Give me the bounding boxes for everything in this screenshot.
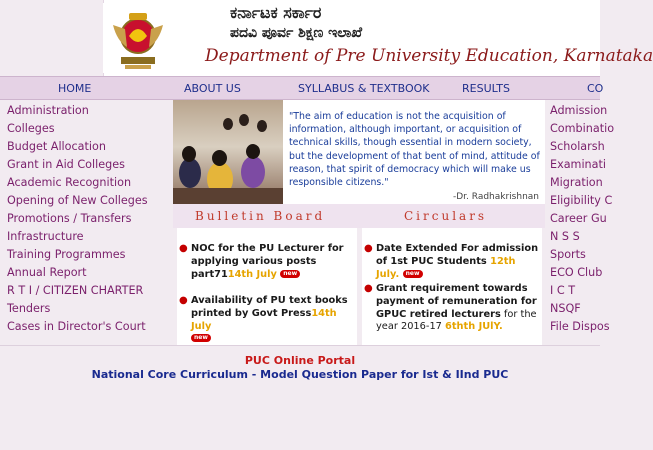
kannada-department-text: ಪದವಿ ಪೂರ್ವ ಶಿಕ್ಷಣ ಇಲಾಖೆ — [230, 25, 363, 41]
circular-item-text: Date Extended For admission of 1st PUC Students — [376, 243, 539, 267]
sidebar-item-directors-court[interactable]: Cases in Director's Court — [7, 320, 146, 333]
new-badge-icon: new — [191, 334, 211, 342]
sidebar-item-annual-report[interactable]: Annual Report — [7, 266, 87, 279]
bullet-icon: ● — [364, 283, 373, 294]
sidebar-item-combination[interactable]: Combinatio — [550, 122, 615, 135]
nav-syllabus-textbook[interactable]: SYLLABUS & TEXTBOOK — [298, 82, 430, 95]
nav-results[interactable]: RESULTS — [462, 82, 510, 95]
circular-item-date: 12th July. — [376, 255, 516, 280]
bulletin-board-header — [173, 204, 359, 228]
circulars-panel — [362, 228, 542, 345]
bullet-icon: ● — [364, 243, 373, 254]
bulletin-item[interactable] — [179, 243, 355, 281]
sidebar-item-training-programmes[interactable]: Training Programmes — [7, 248, 126, 261]
circular-item-text: Grant requirement towards payment of remuneration for GPUC retired lecturers — [376, 283, 537, 320]
sidebar-item-new-colleges[interactable]: Opening of New Colleges — [7, 194, 148, 207]
bulletin-board-panel — [177, 228, 357, 345]
right-sidebar — [545, 100, 615, 345]
sidebar-item-migration[interactable]: Migration — [550, 176, 603, 189]
sidebar-item-eco-club[interactable]: ECO Club — [550, 266, 603, 279]
circular-item-year: for the year 2016-17 — [376, 308, 537, 333]
nav-home[interactable]: HOME — [58, 82, 92, 95]
bulletin-item-text: Availability of PU text books printed by Govt Press — [191, 295, 348, 319]
sidebar-item-examination[interactable]: Examinati — [550, 158, 606, 171]
circular-item[interactable] — [364, 283, 540, 334]
quote-text: "The aim of education is not the acquisition of information, although important, or acquisition of technical skills, though essential in modern society, but the development of that bent of mind, attitude of reason, that spirit of democracy which will make us responsible citizens." — [289, 111, 540, 189]
bulletin-item-date: 14th July — [191, 307, 337, 332]
sidebar-item-administration[interactable]: Administration — [7, 104, 89, 117]
sidebar-item-eligibility[interactable]: Eligibility C — [550, 194, 613, 207]
department-title: Department of Pre University Education, Karnataka — [205, 46, 653, 66]
bulletin-board-title: Bulletin Board — [195, 209, 326, 223]
bulletin-item[interactable] — [179, 295, 355, 346]
sidebar-item-sports[interactable]: Sports — [550, 248, 586, 261]
quote-box — [283, 100, 545, 204]
nav-contact[interactable]: CO — [587, 82, 604, 95]
sidebar-item-ict[interactable]: I C T — [550, 284, 576, 297]
sidebar-item-infrastructure[interactable]: Infrastructure — [7, 230, 84, 243]
main-nav — [0, 76, 604, 100]
footer — [0, 345, 600, 450]
curriculum-link[interactable]: National Core Curriculum - Model Question Paper for Ist & IInd PUC — [91, 368, 509, 381]
classroom-photo — [173, 100, 283, 204]
sidebar-item-file-disposal[interactable]: File Dispos — [550, 320, 610, 333]
circulars-header — [359, 204, 545, 228]
puc-online-portal-link[interactable]: PUC Online Portal — [244, 354, 356, 367]
nav-about-us[interactable]: ABOUT US — [184, 82, 241, 95]
kannada-government-text: ಕರ್ನಾಟಕ ಸರ್ಕಾರ — [230, 3, 322, 22]
sidebar-item-admission[interactable]: Admission — [550, 104, 608, 117]
sidebar-item-academic-recognition[interactable]: Academic Recognition — [7, 176, 132, 189]
bulletin-item-date: 14th July — [227, 268, 277, 280]
sidebar-item-nsqf[interactable]: NSQF — [550, 302, 581, 315]
sidebar-item-rti-citizen-charter[interactable]: R T I / CITIZEN CHARTER — [7, 284, 144, 297]
circular-item-date: 6thth JUlY. — [445, 321, 503, 333]
sidebar-item-tenders[interactable]: Tenders — [7, 302, 51, 315]
circular-item[interactable] — [364, 243, 540, 281]
sidebar-item-colleges[interactable]: Colleges — [7, 122, 55, 135]
bullet-icon: ● — [179, 295, 188, 306]
sidebar-item-grant-in-aid[interactable]: Grant in Aid Colleges — [7, 158, 125, 171]
quote-author: -Dr. Radhakrishnan — [452, 192, 539, 202]
site-header — [0, 0, 653, 76]
sidebar-item-career-guidance[interactable]: Career Gu — [550, 212, 607, 225]
new-badge-icon: new — [403, 270, 423, 278]
sidebar-item-promotions-transfers[interactable]: Promotions / Transfers — [7, 212, 132, 225]
sidebar-item-scholarship[interactable]: Scholarsh — [550, 140, 605, 153]
sidebar-item-nss[interactable]: N S S — [550, 230, 580, 243]
bullet-icon: ● — [179, 243, 188, 254]
left-sidebar — [0, 100, 172, 345]
sidebar-item-budget-allocation[interactable]: Budget Allocation — [7, 140, 106, 153]
circulars-title: Circulars — [404, 209, 488, 223]
bulletin-item-text: NOC for the PU Lecturer for applying various posts part71 — [191, 243, 344, 280]
new-badge-icon: new — [280, 270, 300, 278]
karnataka-emblem-icon — [103, 3, 173, 73]
